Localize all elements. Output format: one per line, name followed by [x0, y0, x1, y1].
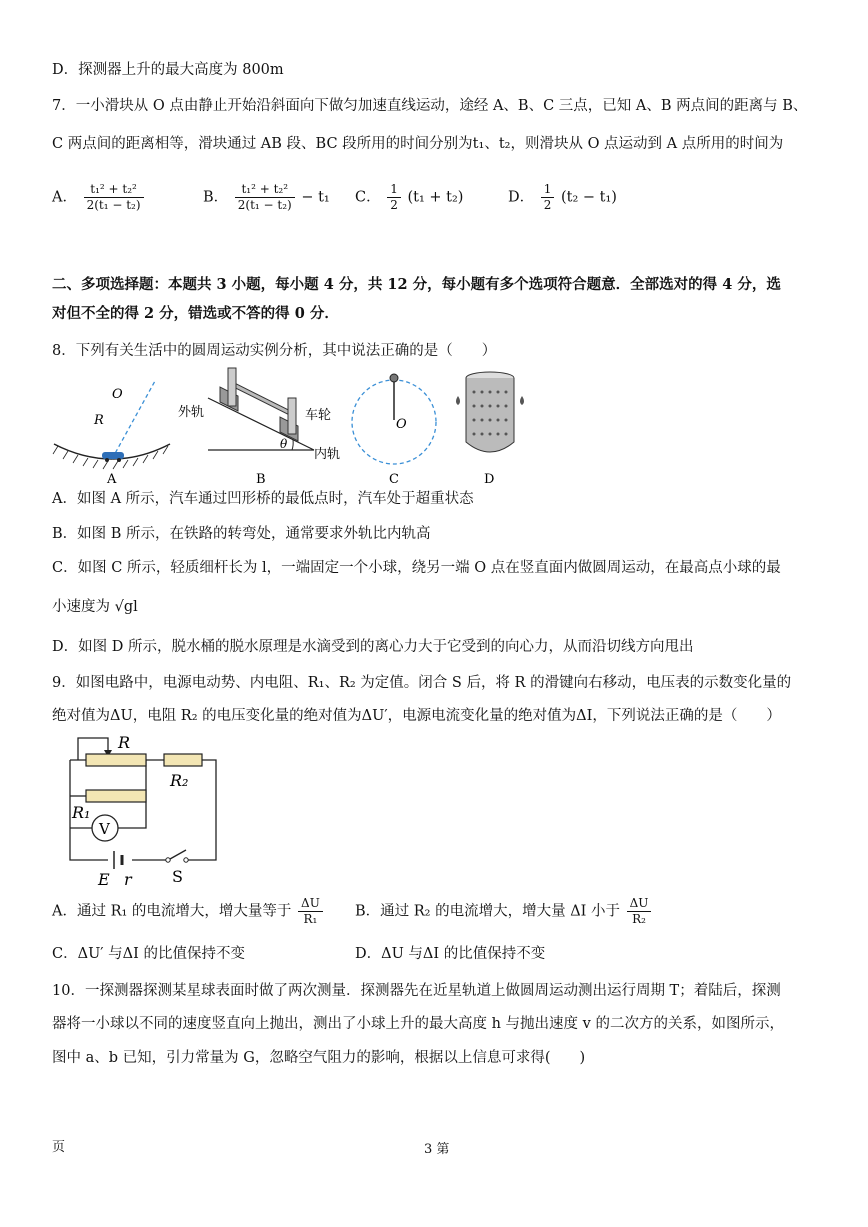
- q7-stem-line1: 7．一小滑块从 O 点由静止开始沿斜面向下做匀加速直线运动，途经 A、B、C 三点，已知 A、B 两点间的距离与 B、: [52, 98, 808, 114]
- resistor-r: [86, 754, 146, 766]
- figure-b-label-theta: θ: [280, 437, 288, 451]
- switch-icon: [170, 850, 186, 859]
- fraction-numerator: 1: [387, 182, 401, 198]
- q7-option-b: [203, 182, 330, 213]
- figure-b-label-inner: 内轨: [314, 447, 341, 462]
- q7-option-c-fraction: [387, 182, 401, 213]
- q8-option-d: D．如图 D 所示，脱水桶的脱水原理是水滴受到的离心力大于它受到的向心力，从而沿切线方向甩出: [52, 639, 694, 655]
- figure-a-label-r: R: [94, 413, 104, 428]
- q7-option-c-label: C．: [355, 189, 381, 206]
- figure-c-vertical-circle: [352, 374, 436, 487]
- q7-option-a: [52, 182, 146, 213]
- circuit-label-s: S: [172, 867, 183, 886]
- q8-option-c-line1: C．如图 C 所示，轻质细杆长为 l，一端固定一个小球，绕另一端 O 点在竖直面内做圆周运动，在最高点小球的最: [52, 560, 781, 576]
- q7-option-a-label: A．: [52, 189, 77, 206]
- q9-stem-line1: 9．如图电路中，电源电动势、内电阻、R₁、R₂ 为定值。闭合 S 后，将 R 的滑键向右移动，电压表的示数变化量的: [52, 675, 792, 691]
- fraction-numerator: ΔU: [298, 896, 323, 912]
- q9-option-a: [52, 896, 325, 927]
- q7-option-b-fraction: [235, 182, 295, 213]
- q8-stem: 8．下列有关生活中的圆周运动实例分析，其中说法正确的是（ ）: [52, 343, 497, 359]
- figure-d-caption: D: [484, 472, 495, 487]
- q8-option-a: A．如图 A 所示，汽车通过凹形桥的最低点时，汽车处于超重状态: [52, 491, 474, 507]
- fraction-numerator: ΔU: [627, 896, 652, 912]
- figure-c-caption: C: [389, 472, 399, 487]
- circuit-label-r1: R₁: [72, 803, 91, 822]
- q7-option-a-fraction: [84, 182, 144, 213]
- fraction-denominator: 2: [390, 198, 398, 212]
- figure-b-caption: B: [256, 472, 266, 487]
- q9-option-c: C．ΔU′ 与ΔI 的比值保持不变: [52, 946, 245, 962]
- figure-d-spin-dryer: [456, 372, 524, 487]
- footer-left: 页: [52, 1140, 66, 1155]
- q9-option-b: [355, 896, 653, 927]
- q7-option-c: [355, 182, 463, 213]
- fraction-denominator: 2: [543, 198, 552, 212]
- q7-option-d-fraction: [541, 182, 555, 213]
- q10-stem-line2: 器将一小球以不同的速度竖直向上抛出，测出了小球上升的最大高度 h 与抛出速度 v 的二次方的关系，如图所示，: [52, 1016, 784, 1032]
- fraction-numerator: t₁² + t₂²: [84, 182, 144, 198]
- q7-option-d: [508, 182, 617, 213]
- section2-heading-line1: 二、多项选择题：本题共 3 小题，每小题 4 分，共 12 分，每小题有多个选项符合题意．全部选对的得 4 分，选: [52, 276, 781, 293]
- q9-option-d: D．ΔU 与ΔI 的比值保持不变: [355, 946, 546, 962]
- fraction-denominator: 2(t₁ − t₂): [237, 198, 292, 212]
- fraction-numerator: t₁² + t₂²: [235, 182, 295, 198]
- figure-b-railway-curve: [178, 368, 340, 487]
- q7-option-b-label: B．: [203, 189, 229, 206]
- q10-stem-line1: 10．一探测器探测某星球表面时做了两次测量．探测器先在近星轨道上做圆周运动测出运行周期 T；着陆后，探测: [52, 983, 781, 999]
- fraction-denominator: 2(t₁ − t₂): [86, 198, 141, 212]
- q9-stem-line2: 绝对值为ΔU，电阻 R₂ 的电压变化量的绝对值为ΔU′，电源电流变化量的绝对值为ΔI，下列说法正确的是（ ）: [52, 708, 781, 724]
- figure-b-label-wheel: 车轮: [305, 408, 332, 423]
- q9-circuit-diagram: [58, 730, 228, 892]
- q8-option-c-line2: 小速度为 √gl: [52, 599, 138, 615]
- circuit-label-e: E: [98, 870, 110, 889]
- fraction-denominator: R₁: [303, 912, 318, 926]
- q7-option-b-tail: − t₁: [301, 189, 330, 206]
- q6-option-d: D．探测器上升的最大高度为 800m: [52, 62, 284, 78]
- q9-option-a-text: A．通过 R₁ 的电流增大，增大量等于: [52, 903, 292, 920]
- q7-option-d-tail: (t₂ − t₁): [561, 189, 617, 206]
- figure-a-concave-bridge: [53, 381, 170, 487]
- circuit-label-r: R: [118, 733, 131, 752]
- fraction-denominator: R₂: [632, 912, 646, 926]
- voltmeter-label: V: [99, 820, 110, 838]
- q7-stem-line2: C 两点间的距离相等，滑块通过 AB 段、BC 段所用的时间分别为t₁、t₂，则滑块从 O 点运动到 A 点所用的时间为: [52, 136, 784, 152]
- q8-option-b: B．如图 B 所示，在铁路的转弯处，通常要求外轨比内轨高: [52, 526, 431, 542]
- fraction-numerator: 1: [541, 182, 555, 198]
- footer-page-number: 3 第: [424, 1142, 450, 1157]
- circuit-label-r2: R₂: [170, 771, 189, 790]
- resistor-r2: [164, 754, 202, 766]
- q9-option-b-text: B．通过 R₂ 的电流增大，增大量 ΔI 小于: [355, 903, 621, 920]
- q10-stem-line3: 图中 a、b 已知，引力常量为 G，忽略空气阻力的影响，根据以上信息可求得( ): [52, 1050, 586, 1066]
- circuit-label-r-internal: r: [124, 870, 132, 889]
- q9-option-b-fraction: [627, 896, 652, 927]
- figure-a-label-o: O: [112, 387, 123, 402]
- resistor-r1: [86, 790, 146, 802]
- figure-a-caption: A: [107, 472, 117, 487]
- q7-option-c-tail: (t₁ + t₂): [407, 189, 464, 206]
- figure-b-label-outer: 外轨: [178, 405, 205, 420]
- figure-c-label-o: O: [396, 417, 407, 432]
- q7-option-d-label: D．: [508, 189, 535, 206]
- section2-heading-line2: 对但不全的得 2 分，错选或不答的得 0 分．: [52, 305, 339, 322]
- q9-option-a-fraction: [298, 896, 323, 927]
- q8-figures: [52, 366, 532, 488]
